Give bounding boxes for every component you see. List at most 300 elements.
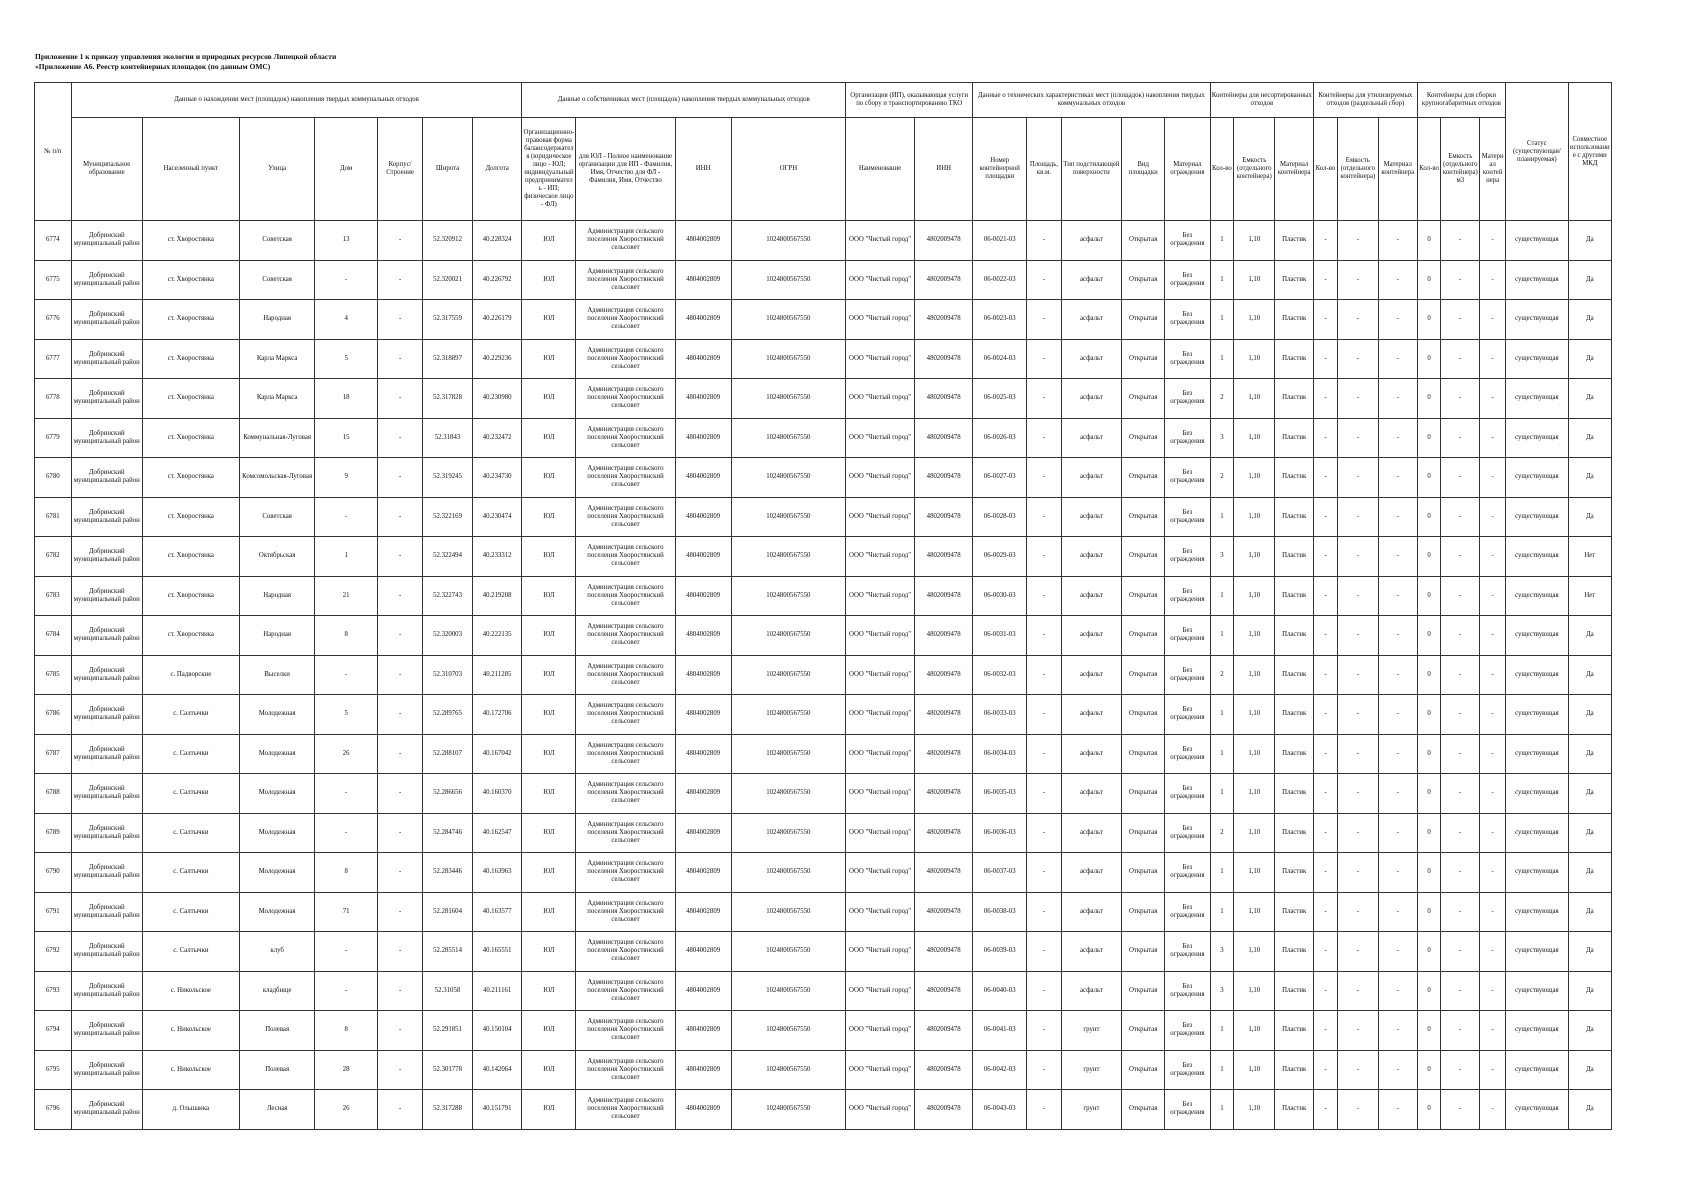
cell-lon: 40.211285	[472, 655, 522, 695]
cell-opf: ЮЛ	[522, 1090, 576, 1130]
cell-q1: 1	[1210, 1050, 1234, 1090]
cell-v2: -	[1337, 300, 1378, 340]
cell-pl: 06-0040-03	[973, 971, 1027, 1011]
cell-surf: асфальт	[1061, 576, 1121, 616]
cell-fence: Без ограждения	[1165, 971, 1210, 1011]
cell-lon: 40.232472	[472, 418, 522, 458]
cell-m1: Пластик	[1275, 774, 1314, 814]
cell-pl: 06-0034-03	[973, 734, 1027, 774]
cell-q2: -	[1314, 339, 1338, 379]
cell-np: ст. Хворостянка	[142, 616, 239, 656]
cell-name: Администрация сельского поселения Хворостянский сельсовет	[576, 971, 675, 1011]
cell-opf: ЮЛ	[522, 576, 576, 616]
cell-area: -	[1027, 932, 1062, 972]
header-street: Улица	[239, 118, 314, 221]
cell-org: ООО "Чистый город"	[846, 1090, 915, 1130]
cell-lat: 52.288107	[423, 734, 473, 774]
cell-mkd: Да	[1568, 1050, 1611, 1090]
cell-name: Администрация сельского поселения Хворостянский сельсовет	[576, 497, 675, 537]
cell-v1: 1,10	[1234, 379, 1275, 419]
cell-mkd: Да	[1568, 853, 1611, 893]
cell-org: ООО "Чистый город"	[846, 774, 915, 814]
cell-fence: Без ограждения	[1165, 339, 1210, 379]
cell-n: 6787	[35, 734, 72, 774]
cell-kind: Открытая	[1122, 458, 1165, 498]
table-row	[35, 221, 1612, 261]
cell-lat: 52.310703	[423, 655, 473, 695]
cell-opf: ЮЛ	[522, 853, 576, 893]
cell-lon: 40.226179	[472, 300, 522, 340]
cell-m1: Пластик	[1275, 458, 1314, 498]
cell-house: -	[315, 774, 378, 814]
cell-np: ст. Хворостянка	[142, 497, 239, 537]
cell-n: 6796	[35, 1090, 72, 1130]
cell-area: -	[1027, 300, 1062, 340]
cell-area: -	[1027, 813, 1062, 853]
cell-m3: -	[1480, 813, 1506, 853]
table-row	[35, 537, 1612, 577]
cell-lat: 52.319245	[423, 458, 473, 498]
cell-orginn: 4802009478	[915, 1011, 973, 1051]
cell-v2: -	[1337, 221, 1378, 261]
cell-kind: Открытая	[1122, 774, 1165, 814]
table-body	[35, 221, 1612, 1130]
cell-inn: 4804002809	[675, 774, 731, 814]
header-owner-name: для ЮЛ - Полное наименование организации для ИП - Фамилия, Имя, Отчество для ФЛ - Фамилия, Имя, Отчество	[576, 118, 675, 221]
table-row	[35, 734, 1612, 774]
cell-opf: ЮЛ	[522, 221, 576, 261]
cell-m3: -	[1480, 1050, 1506, 1090]
cell-m2: -	[1378, 971, 1417, 1011]
cell-lat: 52.322743	[423, 576, 473, 616]
cell-org: ООО "Чистый город"	[846, 932, 915, 972]
cell-opf: ЮЛ	[522, 497, 576, 537]
cell-v2: -	[1337, 1011, 1378, 1051]
cell-status: существующая	[1506, 260, 1569, 300]
cell-inn: 4804002809	[675, 300, 731, 340]
cell-v1: 1,10	[1234, 458, 1275, 498]
table-row	[35, 418, 1612, 458]
cell-inn: 4804002809	[675, 932, 731, 972]
cell-lat: 52.281604	[423, 892, 473, 932]
cell-m1: Пластик	[1275, 537, 1314, 577]
cell-name: Администрация сельского поселения Хворостянский сельсовет	[576, 260, 675, 300]
cell-q3: 0	[1417, 260, 1441, 300]
cell-q1: 2	[1210, 458, 1234, 498]
header-platform-number: Номер контейнерной площадки	[973, 118, 1027, 221]
cell-lat: 52.322494	[423, 537, 473, 577]
cell-np: ст. Хворостянка	[142, 418, 239, 458]
table-row	[35, 695, 1612, 735]
cell-np: с. Салтычки	[142, 774, 239, 814]
cell-status: существующая	[1506, 853, 1569, 893]
cell-pl: 06-0036-03	[973, 813, 1027, 853]
cell-m2: -	[1378, 892, 1417, 932]
header-c3-volume: Емкость (отдельного контейнера) м3	[1441, 118, 1480, 221]
cell-house: 8	[315, 1011, 378, 1051]
cell-m3: -	[1480, 655, 1506, 695]
cell-q2: -	[1314, 1090, 1338, 1130]
cell-q2: -	[1314, 892, 1338, 932]
cell-orginn: 4802009478	[915, 971, 973, 1011]
cell-m2: -	[1378, 339, 1417, 379]
cell-house: -	[315, 932, 378, 972]
cell-area: -	[1027, 853, 1062, 893]
cell-house: 15	[315, 418, 378, 458]
cell-fence: Без ограждения	[1165, 655, 1210, 695]
cell-pl: 06-0032-03	[973, 655, 1027, 695]
cell-n: 6785	[35, 655, 72, 695]
cell-street: клуб	[239, 932, 314, 972]
cell-v3: -	[1441, 300, 1480, 340]
header-c2-volume: Емкость (отдельного контейнера)	[1337, 118, 1378, 221]
cell-v3: -	[1441, 971, 1480, 1011]
cell-mun: Добринский муниципальный район	[71, 576, 142, 616]
cell-street: Молодежная	[239, 813, 314, 853]
cell-kind: Открытая	[1122, 576, 1165, 616]
cell-q1: 3	[1210, 971, 1234, 1011]
cell-mkd: Да	[1568, 1090, 1611, 1130]
cell-ogrn: 1024800567550	[731, 1050, 845, 1090]
cell-q3: 0	[1417, 537, 1441, 577]
cell-korp: -	[377, 932, 422, 972]
cell-inn: 4804002809	[675, 1050, 731, 1090]
cell-mkd: Да	[1568, 260, 1611, 300]
cell-mkd: Да	[1568, 339, 1611, 379]
cell-ogrn: 1024800567550	[731, 734, 845, 774]
cell-fence: Без ограждения	[1165, 892, 1210, 932]
cell-v2: -	[1337, 932, 1378, 972]
cell-q3: 0	[1417, 339, 1441, 379]
cell-v1: 1,10	[1234, 300, 1275, 340]
cell-fence: Без ограждения	[1165, 734, 1210, 774]
cell-surf: асфальт	[1061, 458, 1121, 498]
cell-lat: 52.317828	[423, 379, 473, 419]
cell-fence: Без ограждения	[1165, 932, 1210, 972]
cell-np: ст. Хворостянка	[142, 339, 239, 379]
cell-np: ст. Хворостянка	[142, 458, 239, 498]
cell-house: 13	[315, 221, 378, 261]
cell-mkd: Да	[1568, 221, 1611, 261]
cell-fence: Без ограждения	[1165, 418, 1210, 458]
cell-orginn: 4802009478	[915, 616, 973, 656]
cell-area: -	[1027, 971, 1062, 1011]
cell-name: Администрация сельского поселения Хворостянский сельсовет	[576, 734, 675, 774]
cell-status: существующая	[1506, 655, 1569, 695]
header-c2-material: Материал контейнера	[1378, 118, 1417, 221]
cell-q3: 0	[1417, 221, 1441, 261]
cell-q1: 2	[1210, 813, 1234, 853]
cell-inn: 4804002809	[675, 971, 731, 1011]
cell-status: существующая	[1506, 616, 1569, 656]
cell-fence: Без ограждения	[1165, 695, 1210, 735]
header-org-name: Наименование	[846, 118, 915, 221]
registry-table	[34, 82, 1612, 1130]
cell-v2: -	[1337, 971, 1378, 1011]
cell-name: Администрация сельского поселения Хворостянский сельсовет	[576, 537, 675, 577]
cell-v3: -	[1441, 1050, 1480, 1090]
cell-orginn: 4802009478	[915, 892, 973, 932]
cell-org: ООО "Чистый город"	[846, 221, 915, 261]
cell-status: существующая	[1506, 932, 1569, 972]
cell-korp: -	[377, 260, 422, 300]
cell-q3: 0	[1417, 932, 1441, 972]
cell-pl: 06-0033-03	[973, 695, 1027, 735]
cell-q3: 0	[1417, 892, 1441, 932]
cell-np: с. Салтычки	[142, 734, 239, 774]
cell-m1: Пластик	[1275, 1090, 1314, 1130]
cell-m3: -	[1480, 418, 1506, 458]
cell-q2: -	[1314, 379, 1338, 419]
cell-m2: -	[1378, 1011, 1417, 1051]
cell-q2: -	[1314, 458, 1338, 498]
cell-m1: Пластик	[1275, 655, 1314, 695]
cell-name: Администрация сельского поселения Хворостянский сельсовет	[576, 813, 675, 853]
cell-kind: Открытая	[1122, 300, 1165, 340]
cell-street: Полевая	[239, 1011, 314, 1051]
cell-v2: -	[1337, 892, 1378, 932]
cell-korp: -	[377, 971, 422, 1011]
cell-korp: -	[377, 734, 422, 774]
cell-lon: 40.142064	[472, 1050, 522, 1090]
cell-org: ООО "Чистый город"	[846, 853, 915, 893]
cell-kind: Открытая	[1122, 1050, 1165, 1090]
cell-lat: 52.317559	[423, 300, 473, 340]
cell-name: Администрация сельского поселения Хворостянский сельсовет	[576, 655, 675, 695]
cell-surf: асфальт	[1061, 379, 1121, 419]
cell-v3: -	[1441, 339, 1480, 379]
header-location-group: Данные о нахождении мест (площадок) накопления твердых коммунальных отходов	[71, 83, 522, 118]
cell-mun: Добринский муниципальный район	[71, 379, 142, 419]
cell-area: -	[1027, 1090, 1062, 1130]
cell-house: 26	[315, 734, 378, 774]
cell-name: Администрация сельского поселения Хворостянский сельсовет	[576, 1090, 675, 1130]
cell-n: 6793	[35, 971, 72, 1011]
cell-v3: -	[1441, 734, 1480, 774]
cell-m2: -	[1378, 221, 1417, 261]
cell-q1: 1	[1210, 339, 1234, 379]
cell-korp: -	[377, 892, 422, 932]
table-row	[35, 774, 1612, 814]
cell-korp: -	[377, 695, 422, 735]
cell-kind: Открытая	[1122, 932, 1165, 972]
cell-street: Коммунальная-Луговая	[239, 418, 314, 458]
cell-v1: 1,10	[1234, 339, 1275, 379]
cell-opf: ЮЛ	[522, 892, 576, 932]
cell-ogrn: 1024800567550	[731, 1090, 845, 1130]
cell-q2: -	[1314, 616, 1338, 656]
cell-org: ООО "Чистый город"	[846, 497, 915, 537]
cell-m3: -	[1480, 932, 1506, 972]
cell-opf: ЮЛ	[522, 418, 576, 458]
cell-org: ООО "Чистый город"	[846, 379, 915, 419]
cell-area: -	[1027, 576, 1062, 616]
cell-name: Администрация сельского поселения Хворостянский сельсовет	[576, 576, 675, 616]
cell-opf: ЮЛ	[522, 734, 576, 774]
cell-np: с. Никольское	[142, 1011, 239, 1051]
cell-v2: -	[1337, 418, 1378, 458]
cell-m1: Пластик	[1275, 497, 1314, 537]
cell-q2: -	[1314, 576, 1338, 616]
cell-name: Администрация сельского поселения Хворостянский сельсовет	[576, 418, 675, 458]
cell-v1: 1,10	[1234, 695, 1275, 735]
cell-np: с. Салтычки	[142, 813, 239, 853]
cell-orginn: 4802009478	[915, 932, 973, 972]
cell-fence: Без ограждения	[1165, 300, 1210, 340]
cell-mun: Добринский муниципальный район	[71, 458, 142, 498]
cell-org: ООО "Чистый город"	[846, 1011, 915, 1051]
cell-v2: -	[1337, 774, 1378, 814]
cell-lat: 52.301778	[423, 1050, 473, 1090]
cell-surf: асфальт	[1061, 774, 1121, 814]
cell-q3: 0	[1417, 497, 1441, 537]
cell-lat: 52.320912	[423, 221, 473, 261]
cell-ogrn: 1024800567550	[731, 260, 845, 300]
table-row	[35, 813, 1612, 853]
cell-status: существующая	[1506, 695, 1569, 735]
cell-mkd: Да	[1568, 892, 1611, 932]
cell-ogrn: 1024800567550	[731, 458, 845, 498]
cell-v1: 1,10	[1234, 932, 1275, 972]
cell-opf: ЮЛ	[522, 260, 576, 300]
cell-lon: 40.211161	[472, 971, 522, 1011]
cell-q3: 0	[1417, 418, 1441, 458]
cell-np: ст. Хворостянка	[142, 221, 239, 261]
cell-v1: 1,10	[1234, 1011, 1275, 1051]
cell-m1: Пластик	[1275, 576, 1314, 616]
cell-inn: 4804002809	[675, 853, 731, 893]
cell-kind: Открытая	[1122, 616, 1165, 656]
cell-v3: -	[1441, 418, 1480, 458]
cell-pl: 06-0023-03	[973, 300, 1027, 340]
cell-np: ст. Хворостянка	[142, 576, 239, 616]
cell-house: 5	[315, 339, 378, 379]
cell-street: Народная	[239, 300, 314, 340]
cell-name: Администрация сельского поселения Хворостянский сельсовет	[576, 616, 675, 656]
cell-np: с. Салтычки	[142, 932, 239, 972]
cell-fence: Без ограждения	[1165, 1090, 1210, 1130]
cell-v3: -	[1441, 379, 1480, 419]
cell-q1: 1	[1210, 774, 1234, 814]
cell-street: Карла Маркса	[239, 339, 314, 379]
cell-v3: -	[1441, 537, 1480, 577]
cell-ogrn: 1024800567550	[731, 971, 845, 1011]
cell-q3: 0	[1417, 576, 1441, 616]
cell-orginn: 4802009478	[915, 1050, 973, 1090]
cell-opf: ЮЛ	[522, 458, 576, 498]
cell-name: Администрация сельского поселения Хворостянский сельсовет	[576, 339, 675, 379]
cell-mun: Добринский муниципальный район	[71, 853, 142, 893]
cell-np: с. Салтычки	[142, 695, 239, 735]
cell-v2: -	[1337, 339, 1378, 379]
cell-mun: Добринский муниципальный район	[71, 260, 142, 300]
cell-street: кладбище	[239, 971, 314, 1011]
cell-area: -	[1027, 616, 1062, 656]
cell-opf: ЮЛ	[522, 774, 576, 814]
cell-pl: 06-0035-03	[973, 774, 1027, 814]
cell-korp: -	[377, 497, 422, 537]
header-c3-qty: Кол-во	[1417, 118, 1441, 221]
cell-m3: -	[1480, 1011, 1506, 1051]
cell-v1: 1,10	[1234, 260, 1275, 300]
cell-area: -	[1027, 695, 1062, 735]
cell-lon: 40.228324	[472, 221, 522, 261]
cell-org: ООО "Чистый город"	[846, 655, 915, 695]
cell-lon: 40.219208	[472, 576, 522, 616]
cell-house: 28	[315, 1050, 378, 1090]
cell-korp: -	[377, 655, 422, 695]
cell-ogrn: 1024800567550	[731, 537, 845, 577]
cell-v2: -	[1337, 260, 1378, 300]
cell-q2: -	[1314, 497, 1338, 537]
cell-house: 8	[315, 616, 378, 656]
cell-opf: ЮЛ	[522, 932, 576, 972]
cell-pl: 06-0037-03	[973, 853, 1027, 893]
cell-np: ст. Хворостянка	[142, 260, 239, 300]
cell-v3: -	[1441, 260, 1480, 300]
cell-pl: 06-0027-03	[973, 458, 1027, 498]
cell-lat: 52.284746	[423, 813, 473, 853]
cell-q3: 0	[1417, 971, 1441, 1011]
cell-mkd: Да	[1568, 971, 1611, 1011]
cell-q1: 1	[1210, 695, 1234, 735]
cell-opf: ЮЛ	[522, 616, 576, 656]
cell-q1: 1	[1210, 616, 1234, 656]
cell-area: -	[1027, 497, 1062, 537]
cell-mkd: Да	[1568, 813, 1611, 853]
cell-v1: 1,10	[1234, 774, 1275, 814]
cell-v2: -	[1337, 458, 1378, 498]
cell-v2: -	[1337, 695, 1378, 735]
cell-area: -	[1027, 1011, 1062, 1051]
cell-np: с. Никольское	[142, 971, 239, 1011]
cell-m3: -	[1480, 497, 1506, 537]
cell-ogrn: 1024800567550	[731, 813, 845, 853]
cell-org: ООО "Чистый город"	[846, 734, 915, 774]
cell-house: 4	[315, 300, 378, 340]
header-containers-unsorted: Контейнеры для несортированных отходов	[1210, 83, 1314, 118]
cell-status: существующая	[1506, 537, 1569, 577]
cell-area: -	[1027, 892, 1062, 932]
table-row	[35, 1050, 1612, 1090]
cell-m3: -	[1480, 892, 1506, 932]
cell-v2: -	[1337, 655, 1378, 695]
cell-house: -	[315, 655, 378, 695]
cell-org: ООО "Чистый город"	[846, 339, 915, 379]
cell-fence: Без ограждения	[1165, 616, 1210, 656]
cell-lon: 40.162547	[472, 813, 522, 853]
cell-name: Администрация сельского поселения Хворостянский сельсовет	[576, 221, 675, 261]
cell-fence: Без ограждения	[1165, 221, 1210, 261]
cell-street: Молодежная	[239, 892, 314, 932]
cell-house: 5	[315, 695, 378, 735]
cell-surf: грунт	[1061, 1050, 1121, 1090]
cell-name: Администрация сельского поселения Хворостянский сельсовет	[576, 892, 675, 932]
cell-mun: Добринский муниципальный район	[71, 497, 142, 537]
cell-m1: Пластик	[1275, 616, 1314, 656]
cell-opf: ЮЛ	[522, 379, 576, 419]
table-row	[35, 853, 1612, 893]
cell-org: ООО "Чистый город"	[846, 892, 915, 932]
cell-m2: -	[1378, 695, 1417, 735]
cell-n: 6774	[35, 221, 72, 261]
cell-q1: 1	[1210, 734, 1234, 774]
cell-status: существующая	[1506, 971, 1569, 1011]
cell-mkd: Нет	[1568, 576, 1611, 616]
cell-ogrn: 1024800567550	[731, 497, 845, 537]
cell-pl: 06-0025-03	[973, 379, 1027, 419]
cell-m1: Пластик	[1275, 971, 1314, 1011]
